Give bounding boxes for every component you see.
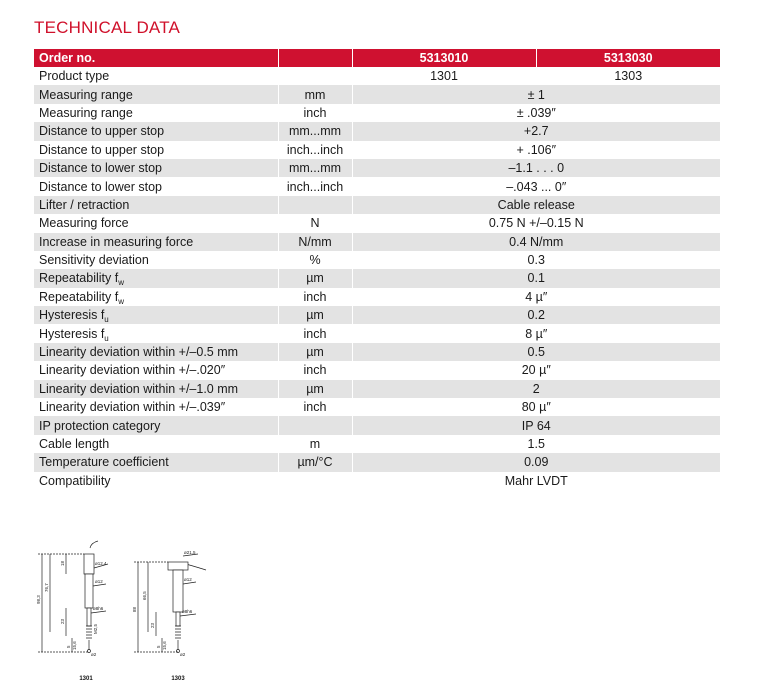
- row-value: 80 µ″: [352, 398, 720, 416]
- row-label: [34, 453, 278, 471]
- row-value: Cable release: [352, 196, 720, 214]
- table-row: [34, 380, 720, 398]
- row-label-subscript: u: [104, 333, 109, 343]
- table-row: [34, 324, 720, 342]
- row-value: 8 µ″: [352, 324, 720, 342]
- table-row: [34, 251, 720, 269]
- dimension-drawings: [28, 540, 218, 685]
- row-unit: mm...mm: [278, 122, 352, 140]
- dim-thread: M2,5: [93, 623, 98, 634]
- table-row: [34, 435, 720, 453]
- row-value: –1.1 . . . 0: [352, 159, 720, 177]
- row-label: [34, 380, 278, 398]
- row-label: [34, 324, 278, 342]
- row-unit: [278, 472, 352, 490]
- row-value: 20 µ″: [352, 361, 720, 379]
- row-unit: inch...inch: [278, 177, 352, 195]
- row-unit: [278, 67, 352, 85]
- header-order-number-b: 5313030: [536, 49, 720, 67]
- row-label-text: Hysteresis f: [39, 308, 105, 323]
- row-unit: m: [278, 435, 352, 453]
- row-label: [34, 343, 278, 361]
- row-label-subscript: w: [118, 296, 124, 306]
- row-unit: inch: [278, 398, 352, 416]
- table-row: [34, 196, 720, 214]
- dim-ball: ø2: [91, 652, 97, 657]
- drawing-caption-1303: 1303: [171, 676, 185, 682]
- dim-overall: 98,3: [36, 595, 41, 604]
- table-body: [34, 67, 720, 490]
- row-label: [34, 214, 278, 232]
- row-unit: inch: [278, 361, 352, 379]
- row-label-text: Measuring range: [39, 87, 133, 102]
- table-row: [34, 269, 720, 287]
- row-label-text: Distance to lower stop: [39, 179, 162, 194]
- dim-dia-body: ø12: [184, 577, 192, 582]
- table-row: [34, 306, 720, 324]
- row-value: 0.5: [352, 343, 720, 361]
- bellows: [175, 626, 181, 638]
- probe-stem: [87, 608, 91, 626]
- row-label-text: Repeatability f: [39, 289, 119, 304]
- row-unit: µm: [278, 269, 352, 287]
- cable-line: [186, 564, 206, 570]
- row-label: [34, 159, 278, 177]
- cable-line: [90, 541, 98, 548]
- probe-head: [168, 562, 188, 570]
- row-value: Mahr LVDT: [352, 472, 720, 490]
- row-label: Product type: [34, 67, 278, 85]
- row-label: [34, 361, 278, 379]
- row-label-subscript: u: [104, 315, 109, 325]
- row-unit: inch: [278, 104, 352, 122]
- page-title: TECHNICAL DATA: [34, 18, 181, 37]
- table-row: [34, 361, 720, 379]
- table-row: [34, 288, 720, 306]
- row-label: [34, 435, 278, 453]
- row-label: [34, 122, 278, 140]
- row-label-text: Distance to lower stop: [39, 161, 162, 176]
- row-value: + .106″: [352, 141, 720, 159]
- row-label: [34, 269, 278, 287]
- row-unit: µm/°C: [278, 453, 352, 471]
- row-label: [34, 177, 278, 195]
- header-unit-cell: [278, 49, 352, 67]
- row-label-text: Lifter / retraction: [39, 197, 130, 212]
- dim-dia-body: ø12: [95, 579, 103, 584]
- row-label-text: Distance to upper stop: [39, 142, 165, 157]
- row-value: 4 µ″: [352, 288, 720, 306]
- row-value: –.043 ... 0″: [352, 177, 720, 195]
- row-label: [34, 306, 278, 324]
- row-label-text: Sensitivity deviation: [39, 253, 149, 268]
- row-label-text: Measuring range: [39, 105, 133, 120]
- row-label: [34, 251, 278, 269]
- dim-top: 18: [60, 560, 65, 566]
- table-row: [34, 104, 720, 122]
- dim-lower: 23: [150, 622, 155, 628]
- dim-tip: 5: [156, 645, 161, 648]
- row-unit: N: [278, 214, 352, 232]
- row-value: 2: [352, 380, 720, 398]
- dim-tip2: 15,6: [72, 641, 77, 650]
- row-label: [34, 141, 278, 159]
- row-unit: N/mm: [278, 233, 352, 251]
- row-label: [34, 288, 278, 306]
- probe-head: [84, 554, 94, 574]
- row-label: [34, 233, 278, 251]
- row-label-text: IP protection category: [39, 418, 161, 433]
- dim-ball: ø2: [180, 652, 186, 657]
- technical-data-table: [34, 49, 720, 490]
- header-order-label: Order no.: [34, 49, 278, 67]
- bellows: [86, 626, 92, 638]
- row-unit: inch: [278, 324, 352, 342]
- table-row: [34, 398, 720, 416]
- probe-body: [85, 574, 93, 608]
- dim-overall: 88: [132, 606, 137, 612]
- table-row: [34, 233, 720, 251]
- row-value: 0.2: [352, 306, 720, 324]
- table-row-product-type: [34, 67, 720, 85]
- row-label-text: Compatibility: [39, 473, 111, 488]
- row-unit: mm...mm: [278, 159, 352, 177]
- table-row: [34, 453, 720, 471]
- row-unit: [278, 416, 352, 434]
- row-unit: µm: [278, 343, 352, 361]
- row-value: ± 1: [352, 85, 720, 103]
- dim-upper: 66,5: [142, 591, 147, 600]
- header-order-number-a: 5313010: [352, 49, 536, 67]
- dim-dia-stem: ø8h6: [182, 609, 193, 614]
- row-value: 0.1: [352, 269, 720, 287]
- row-value: 0.4 N/mm: [352, 233, 720, 251]
- dim-lower: 23: [60, 618, 65, 624]
- row-label-text: Linearity deviation within +/–.039″: [39, 400, 226, 415]
- row-label-text: Linearity deviation within +/–1.0 mm: [39, 381, 239, 396]
- row-value: IP 64: [352, 416, 720, 434]
- row-label-text: Measuring force: [39, 216, 129, 231]
- row-unit: [278, 196, 352, 214]
- table-header-row: [34, 49, 720, 67]
- row-label-text: Repeatability f: [39, 271, 119, 286]
- row-value: 1.5: [352, 435, 720, 453]
- table-row: [34, 122, 720, 140]
- dim-tip: 5: [66, 645, 71, 648]
- row-unit: inch: [278, 288, 352, 306]
- row-unit: mm: [278, 85, 352, 103]
- row-unit: µm: [278, 380, 352, 398]
- product-type-a: 1301: [352, 67, 536, 85]
- dim-dia-top: ø12,4: [95, 561, 107, 566]
- row-label-text: Linearity deviation within +/–0.5 mm: [39, 345, 239, 360]
- row-value: 0.75 N +/–0.15 N: [352, 214, 720, 232]
- table-row: [34, 159, 720, 177]
- probe-body: [173, 570, 183, 612]
- row-label: [34, 472, 278, 490]
- row-unit: µm: [278, 306, 352, 324]
- table-row: [34, 416, 720, 434]
- row-label-subscript: w: [118, 278, 124, 288]
- dim-dia-stem: ø8h6: [93, 606, 104, 611]
- row-label-text: Distance to upper stop: [39, 124, 165, 139]
- row-label-text: Cable length: [39, 437, 110, 451]
- table-row: [34, 141, 720, 159]
- row-label: [34, 196, 278, 214]
- row-label-text: Linearity deviation within +/–.020″: [39, 363, 226, 378]
- row-unit: inch...inch: [278, 141, 352, 159]
- table-row: [34, 177, 720, 195]
- dim-tip2: 15,6: [162, 641, 167, 650]
- drawing-caption-1301: 1301: [79, 676, 93, 682]
- row-value: 0.3: [352, 251, 720, 269]
- table-row: [34, 472, 720, 490]
- table-row: [34, 214, 720, 232]
- product-type-b: 1303: [536, 67, 720, 85]
- row-label-text: Increase in measuring force: [39, 234, 194, 249]
- dim-upper: 76,7: [44, 583, 49, 592]
- row-value: 0.09: [352, 453, 720, 471]
- row-value: +2.7: [352, 122, 720, 140]
- row-label: [34, 416, 278, 434]
- row-label-text: Hysteresis f: [39, 326, 105, 341]
- row-label: [34, 104, 278, 122]
- row-label-text: Temperature coefficient: [39, 455, 169, 470]
- dim-dia-top: ø21,5: [184, 550, 196, 555]
- row-label: [34, 398, 278, 416]
- row-unit: %: [278, 251, 352, 269]
- table-row: [34, 343, 720, 361]
- probe-stem: [176, 612, 180, 626]
- table-row: [34, 85, 720, 103]
- row-value: ± .039″: [352, 104, 720, 122]
- row-label: [34, 85, 278, 103]
